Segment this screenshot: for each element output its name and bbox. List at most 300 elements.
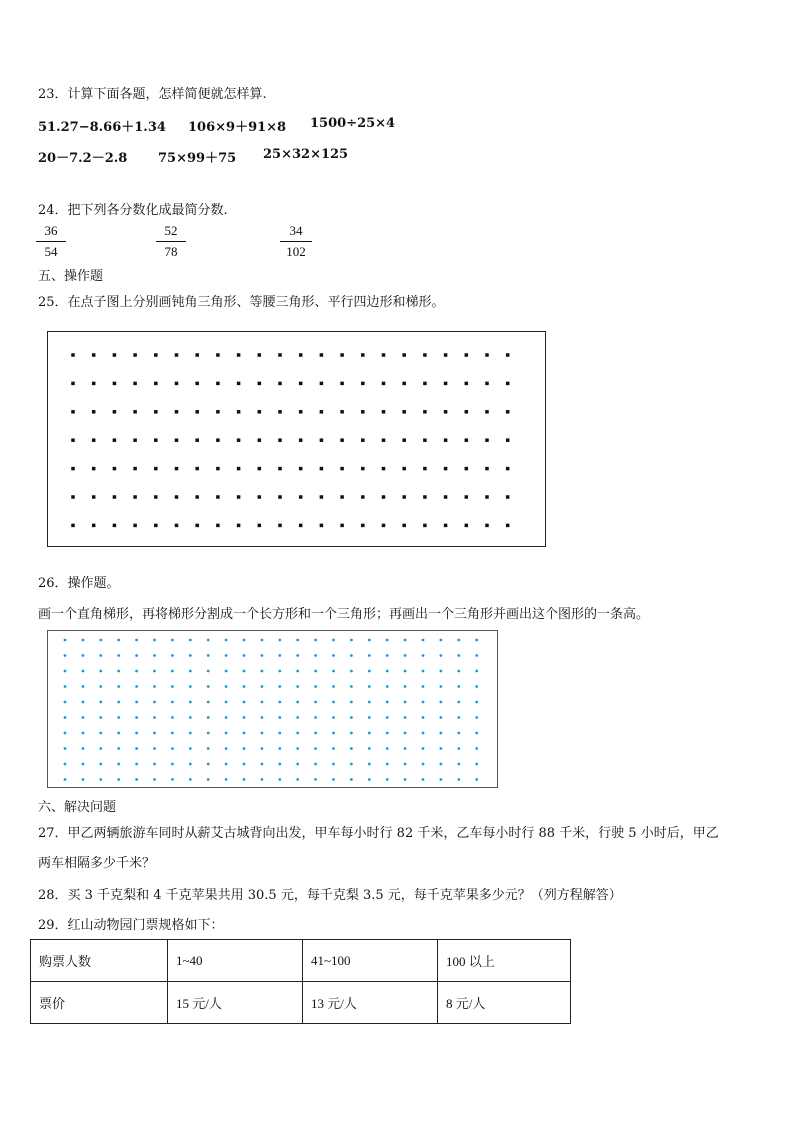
- grid-dot: [278, 495, 282, 499]
- grid-dot: [404, 732, 407, 735]
- grid-dot: [314, 639, 317, 642]
- grid-dot: [457, 654, 460, 657]
- grid-dot: [465, 438, 469, 442]
- grid-dot: [133, 382, 137, 386]
- grid-dot: [440, 716, 443, 719]
- grid-dot: [195, 467, 199, 471]
- grid-dot: [457, 701, 460, 704]
- grid-dot: [216, 495, 220, 499]
- grid-dot: [361, 467, 365, 471]
- grid-dot: [135, 639, 138, 642]
- grid-dot: [243, 701, 246, 704]
- grid-dot: [195, 524, 199, 528]
- grid-dot: [225, 778, 228, 781]
- grid-dot: [133, 524, 137, 528]
- grid-dot: [154, 524, 158, 528]
- grid-dot: [216, 438, 220, 442]
- grid-dot: [216, 410, 220, 414]
- grid-dot: [444, 438, 448, 442]
- grid-dot: [82, 778, 85, 781]
- grid-dot: [135, 763, 138, 766]
- fraction-denominator: 54: [44, 244, 58, 259]
- grid-dot: [189, 685, 192, 688]
- fraction-denominator: 102: [286, 244, 306, 259]
- grid-dot: [350, 778, 353, 781]
- grid-dot: [195, 410, 199, 414]
- fraction-2: [156, 223, 186, 260]
- section-6-heading: 六、解决问题: [38, 800, 117, 815]
- fraction-bar: [36, 241, 66, 242]
- grid-dot: [82, 701, 85, 704]
- grid-dot: [92, 410, 96, 414]
- grid-dot: [422, 654, 425, 657]
- grid-dot: [332, 639, 335, 642]
- grid-dot: [361, 495, 365, 499]
- grid-dot: [189, 778, 192, 781]
- grid-dot: [350, 670, 353, 673]
- dot-grid-black[interactable]: [47, 331, 546, 547]
- grid-dot: [99, 732, 102, 735]
- grid-dot: [64, 778, 67, 781]
- grid-dot: [171, 654, 174, 657]
- grid-dot: [423, 353, 427, 357]
- grid-dot: [296, 670, 299, 673]
- grid-dot: [340, 410, 344, 414]
- grid-dot: [422, 716, 425, 719]
- grid-dot: [258, 495, 262, 499]
- grid-dot: [485, 467, 489, 471]
- grid-dot: [465, 524, 469, 528]
- grid-dot: [386, 763, 389, 766]
- grid-dot: [404, 639, 407, 642]
- grid-dot: [278, 670, 281, 673]
- grid-dot: [133, 495, 137, 499]
- grid-dot: [422, 670, 425, 673]
- grid-dot: [113, 524, 117, 528]
- grid-dot: [117, 747, 120, 750]
- grid-dot: [386, 732, 389, 735]
- grid-dot: [440, 654, 443, 657]
- grid-dot: [153, 701, 156, 704]
- table-cell: 15 元/人: [168, 982, 303, 1024]
- grid-dot: [382, 410, 386, 414]
- grid-dot: [444, 467, 448, 471]
- grid-dot: [320, 467, 324, 471]
- grid-dot: [278, 438, 282, 442]
- grid-dot: [402, 382, 406, 386]
- grid-dot: [402, 410, 406, 414]
- grid-dot: [278, 701, 281, 704]
- grid-dot: [350, 747, 353, 750]
- grid-dot: [444, 410, 448, 414]
- grid-dot: [404, 747, 407, 750]
- grid-dot: [457, 685, 460, 688]
- grid-dot: [350, 716, 353, 719]
- grid-dot: [237, 410, 241, 414]
- grid-dot: [64, 716, 67, 719]
- fraction-numerator: 36: [44, 223, 58, 238]
- q23-expr-2: 106×9＋91×8: [188, 120, 287, 135]
- grid-dot: [225, 747, 228, 750]
- grid-dot: [278, 639, 281, 642]
- grid-dot: [386, 701, 389, 704]
- grid-dot: [92, 353, 96, 357]
- grid-dot: [457, 670, 460, 673]
- grid-dot: [82, 639, 85, 642]
- grid-dot: [207, 639, 210, 642]
- grid-dot: [404, 763, 407, 766]
- grid-dot: [189, 732, 192, 735]
- grid-dot: [153, 732, 156, 735]
- grid-dot: [332, 701, 335, 704]
- section-5-heading: 五、操作题: [38, 269, 104, 284]
- grid-dot: [422, 763, 425, 766]
- grid-dot: [404, 670, 407, 673]
- grid-dot: [386, 747, 389, 750]
- grid-dot: [225, 701, 228, 704]
- grid-dot: [361, 524, 365, 528]
- grid-dot: [340, 495, 344, 499]
- grid-dot: [485, 524, 489, 528]
- grid-dot: [278, 763, 281, 766]
- grid-dot: [154, 495, 158, 499]
- grid-dot: [171, 701, 174, 704]
- grid-dot: [216, 353, 220, 357]
- grid-dot: [117, 654, 120, 657]
- q23-expr-1: 51.27−8.66＋1.34: [38, 120, 166, 135]
- grid-dot: [278, 778, 281, 781]
- grid-dot: [189, 747, 192, 750]
- grid-dot: [135, 670, 138, 673]
- grid-dot: [225, 732, 228, 735]
- grid-dot: [153, 716, 156, 719]
- fraction-denominator: 78: [164, 244, 178, 259]
- grid-dot: [299, 438, 303, 442]
- grid-dot: [135, 685, 138, 688]
- grid-dot: [440, 732, 443, 735]
- grid-dot: [82, 763, 85, 766]
- grid-dot: [82, 732, 85, 735]
- grid-dot: [422, 732, 425, 735]
- grid-dot: [175, 353, 179, 357]
- grid-dot: [207, 701, 210, 704]
- grid-dot: [386, 639, 389, 642]
- grid-dot: [368, 685, 371, 688]
- grid-dot: [64, 747, 67, 750]
- grid-dot: [332, 716, 335, 719]
- grid-dot: [404, 685, 407, 688]
- grid-dot: [171, 763, 174, 766]
- grid-dot: [243, 763, 246, 766]
- grid-dot: [296, 763, 299, 766]
- table-cell: 41~100: [303, 940, 438, 982]
- grid-dot: [189, 654, 192, 657]
- grid-dot: [171, 639, 174, 642]
- grid-dot: [113, 353, 117, 357]
- grid-dot: [117, 778, 120, 781]
- grid-dot: [133, 438, 137, 442]
- grid-dot: [485, 495, 489, 499]
- grid-dot: [64, 685, 67, 688]
- grid-dot: [296, 716, 299, 719]
- grid-dot: [386, 670, 389, 673]
- grid-dot: [207, 685, 210, 688]
- grid-dot: [154, 467, 158, 471]
- grid-dot: [243, 685, 246, 688]
- grid-dot: [64, 763, 67, 766]
- grid-dot: [113, 410, 117, 414]
- grid-dot: [423, 495, 427, 499]
- grid-dot: [296, 685, 299, 688]
- table-cell: 100 以上: [438, 940, 571, 982]
- grid-dot: [506, 524, 510, 528]
- grid-dot: [368, 716, 371, 719]
- grid-dot: [440, 670, 443, 673]
- grid-dot: [299, 467, 303, 471]
- grid-dot: [133, 410, 137, 414]
- grid-dot: [404, 778, 407, 781]
- grid-dot: [320, 438, 324, 442]
- grid-dot: [64, 732, 67, 735]
- grid-dot: [278, 654, 281, 657]
- grid-dot: [135, 654, 138, 657]
- q23-expr-6: 25×32×125: [263, 147, 349, 162]
- grid-dot: [278, 685, 281, 688]
- grid-dot: [386, 685, 389, 688]
- grid-dot: [350, 654, 353, 657]
- grid-dot: [153, 654, 156, 657]
- q27-line-2: 两车相隔多少千米？: [38, 856, 156, 871]
- grid-dot: [261, 685, 264, 688]
- grid-dot: [195, 495, 199, 499]
- grid-dot: [332, 654, 335, 657]
- grid-dot: [404, 701, 407, 704]
- grid-dot: [195, 382, 199, 386]
- grid-dot: [386, 654, 389, 657]
- dot-grid-blue[interactable]: [47, 630, 498, 788]
- grid-dot: [422, 639, 425, 642]
- grid-dot: [314, 670, 317, 673]
- grid-dot: [350, 639, 353, 642]
- grid-dot: [278, 732, 281, 735]
- grid-dot: [423, 524, 427, 528]
- fraction-bar: [156, 241, 186, 242]
- grid-dot: [340, 382, 344, 386]
- grid-dot: [153, 670, 156, 673]
- grid-dot: [71, 524, 75, 528]
- grid-dot: [117, 701, 120, 704]
- q26-title: 26．操作题。: [38, 576, 120, 591]
- grid-dot: [485, 438, 489, 442]
- grid-dot: [92, 495, 96, 499]
- grid-dot: [402, 353, 406, 357]
- grid-dot: [440, 747, 443, 750]
- grid-dot: [207, 747, 210, 750]
- grid-dot: [340, 353, 344, 357]
- grid-dot: [506, 410, 510, 414]
- grid-dot: [423, 438, 427, 442]
- grid-dot: [261, 732, 264, 735]
- grid-dot: [382, 524, 386, 528]
- q27-line-1: 27．甲乙两辆旅游车同时从薪艾古城背向出发，甲车每小时行 82 千米，乙车每小时行 88 千米，行驶 5 小时后，甲乙: [38, 826, 719, 841]
- grid-dot: [99, 654, 102, 657]
- grid-dot: [320, 382, 324, 386]
- grid-dot: [506, 467, 510, 471]
- grid-dot: [402, 438, 406, 442]
- q23-title: 23．计算下面各题，怎样简便就怎样算.: [38, 87, 267, 102]
- grid-dot: [485, 353, 489, 357]
- fraction-3: [280, 223, 312, 260]
- grid-dot: [154, 382, 158, 386]
- grid-dot: [386, 778, 389, 781]
- grid-dot: [320, 353, 324, 357]
- grid-dot: [440, 685, 443, 688]
- grid-dot: [422, 685, 425, 688]
- q26-instruction: 画一个直角梯形，再将梯形分割成一个长方形和一个三角形；再画出一个三角形并画出这个图形的一条高。: [38, 607, 650, 622]
- grid-dot: [64, 670, 67, 673]
- grid-dot: [189, 701, 192, 704]
- grid-dot: [135, 716, 138, 719]
- grid-dot: [457, 732, 460, 735]
- grid-dot: [361, 410, 365, 414]
- grid-dot: [422, 778, 425, 781]
- grid-dot: [71, 382, 75, 386]
- grid-dot: [225, 639, 228, 642]
- grid-dot: [243, 670, 246, 673]
- grid-dot: [332, 763, 335, 766]
- grid-dot: [278, 410, 282, 414]
- grid-dot: [133, 467, 137, 471]
- grid-dot: [475, 639, 478, 642]
- grid-dot: [475, 685, 478, 688]
- grid-dot: [82, 654, 85, 657]
- grid-dot: [314, 778, 317, 781]
- grid-dot: [225, 670, 228, 673]
- grid-dot: [332, 685, 335, 688]
- grid-dot: [314, 763, 317, 766]
- grid-dot: [189, 763, 192, 766]
- grid-dot: [99, 670, 102, 673]
- grid-dot: [99, 685, 102, 688]
- grid-dot: [261, 763, 264, 766]
- grid-dot: [444, 495, 448, 499]
- grid-dot: [278, 353, 282, 357]
- table-cell: 13 元/人: [303, 982, 438, 1024]
- grid-dot: [368, 639, 371, 642]
- grid-dot: [340, 467, 344, 471]
- grid-dot: [475, 654, 478, 657]
- grid-dot: [225, 654, 228, 657]
- grid-dot: [258, 382, 262, 386]
- grid-dot: [350, 685, 353, 688]
- grid-dot: [340, 438, 344, 442]
- grid-dot: [171, 716, 174, 719]
- grid-dot: [278, 382, 282, 386]
- grid-dot: [402, 467, 406, 471]
- table-cell: 票价: [31, 982, 168, 1024]
- grid-dot: [296, 654, 299, 657]
- grid-dot: [135, 747, 138, 750]
- grid-dot: [296, 778, 299, 781]
- grid-dot: [361, 353, 365, 357]
- grid-dot: [243, 639, 246, 642]
- fraction-numerator: 52: [164, 223, 178, 238]
- fraction-1: [36, 223, 66, 260]
- grid-dot: [296, 701, 299, 704]
- grid-dot: [475, 716, 478, 719]
- grid-dot: [117, 639, 120, 642]
- grid-dot: [135, 701, 138, 704]
- grid-dot: [465, 467, 469, 471]
- grid-dot: [261, 670, 264, 673]
- grid-dot: [368, 732, 371, 735]
- grid-dot: [243, 732, 246, 735]
- grid-dot: [423, 410, 427, 414]
- grid-dot: [216, 382, 220, 386]
- grid-dot: [216, 467, 220, 471]
- grid-dot: [154, 410, 158, 414]
- grid-dot: [82, 670, 85, 673]
- grid-dot: [171, 685, 174, 688]
- grid-dot: [382, 495, 386, 499]
- grid-dot: [207, 716, 210, 719]
- grid-dot: [225, 763, 228, 766]
- table-cell: 1~40: [168, 940, 303, 982]
- grid-dot: [92, 438, 96, 442]
- grid-dot: [225, 716, 228, 719]
- grid-dot: [99, 747, 102, 750]
- grid-dot: [243, 716, 246, 719]
- grid-dot: [423, 467, 427, 471]
- grid-dot: [258, 410, 262, 414]
- table-row: [31, 982, 571, 1024]
- ticket-price-table: [30, 939, 571, 1024]
- table-cell: 购票人数: [31, 940, 168, 982]
- grid-dot: [361, 382, 365, 386]
- grid-dot: [320, 495, 324, 499]
- grid-dot: [175, 410, 179, 414]
- grid-dot: [171, 732, 174, 735]
- grid-dot: [314, 747, 317, 750]
- grid-dot: [99, 701, 102, 704]
- grid-dot: [332, 747, 335, 750]
- grid-dot: [465, 353, 469, 357]
- grid-dot: [237, 524, 241, 528]
- grid-dot: [113, 495, 117, 499]
- fraction-bar: [280, 241, 312, 242]
- grid-dot: [485, 410, 489, 414]
- grid-dot: [153, 747, 156, 750]
- grid-dot: [475, 701, 478, 704]
- grid-dot: [350, 732, 353, 735]
- grid-dot: [207, 763, 210, 766]
- grid-dot: [153, 639, 156, 642]
- grid-dot: [278, 747, 281, 750]
- grid-dot: [320, 410, 324, 414]
- grid-dot: [314, 685, 317, 688]
- grid-dot: [402, 524, 406, 528]
- grid-dot: [457, 639, 460, 642]
- grid-dot: [243, 778, 246, 781]
- grid-dot: [368, 747, 371, 750]
- grid-dot: [368, 778, 371, 781]
- q23-expr-3: 1500÷25×4: [310, 116, 396, 131]
- grid-dot: [382, 382, 386, 386]
- grid-dot: [278, 467, 282, 471]
- grid-dot: [189, 639, 192, 642]
- grid-dot: [457, 763, 460, 766]
- grid-dot: [314, 654, 317, 657]
